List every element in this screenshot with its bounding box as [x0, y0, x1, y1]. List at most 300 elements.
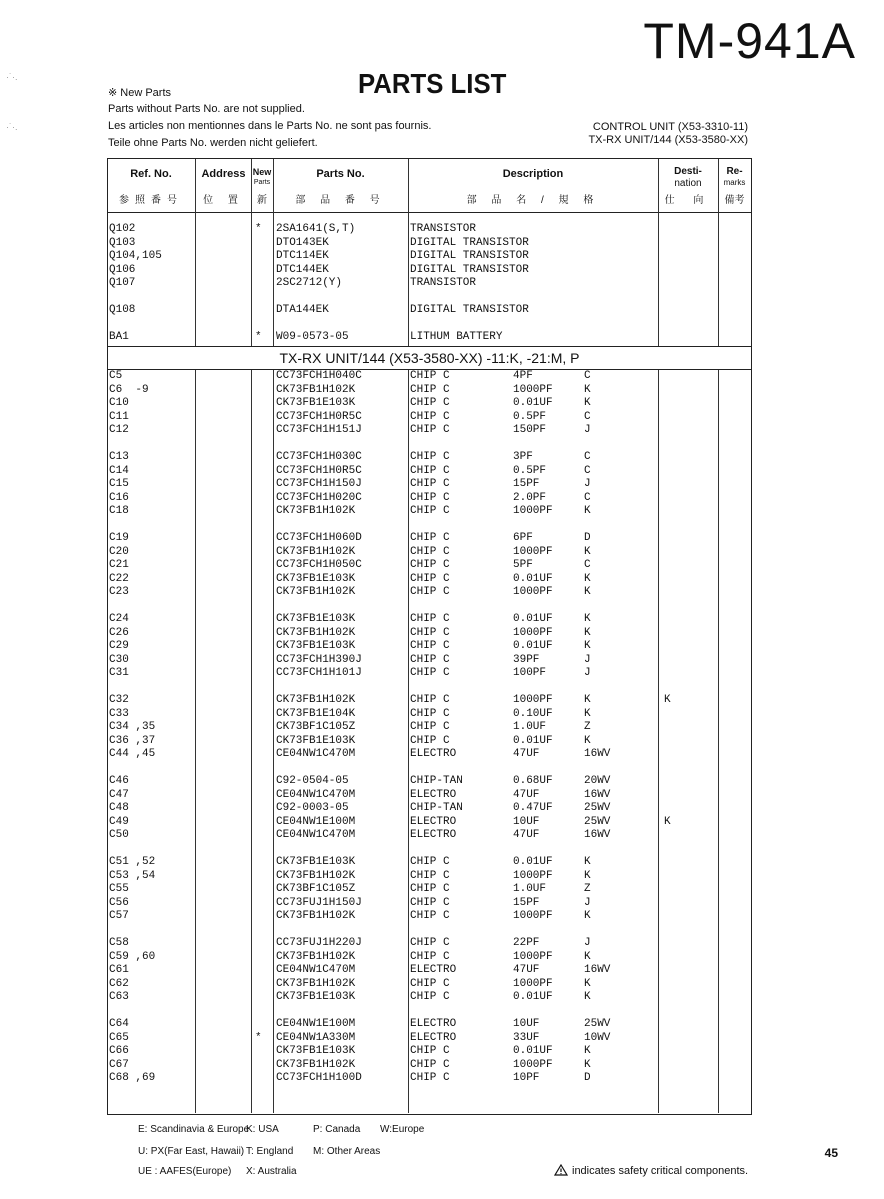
col-new: New — [252, 167, 272, 177]
cell-val: 39PF — [513, 653, 540, 666]
cell-tol: 25WV — [584, 802, 611, 814]
table-row — [108, 762, 751, 775]
cell-desc: LITHUM BATTERY — [410, 331, 503, 343]
cell-ref: C15 — [109, 478, 129, 490]
col-destination: Desti- — [674, 166, 702, 177]
table-row — [108, 519, 751, 532]
table-row — [108, 465, 751, 478]
cell-val: 0.10UF — [513, 707, 553, 720]
cell-pno: CK73BF1C105Z — [276, 883, 356, 895]
col-description: Description — [502, 168, 564, 180]
cell-pno: CK73FB1H102K — [276, 950, 356, 963]
cell-pno: CK73FB1E104K — [276, 707, 356, 720]
table-row — [108, 1072, 751, 1085]
cell-ref: C11 — [109, 410, 129, 423]
cell-pno: CK73FB1H102K — [276, 910, 356, 922]
cell-tol: Z — [584, 883, 591, 895]
cell-val: 10UF — [513, 1018, 540, 1030]
cell-desc: CHIP C — [410, 707, 450, 720]
cell-ref: Q104,105 — [109, 250, 162, 262]
cell-new: * — [255, 1031, 262, 1044]
cell-val: 0.5PF — [513, 410, 547, 423]
cell-pno: CE04NW1E100M — [276, 1018, 356, 1030]
col-parts-no-jp: 部 品 番 号 — [295, 195, 386, 206]
cell-val: 47UF — [513, 748, 540, 760]
table-row — [108, 600, 751, 613]
cell-val: 0.5PF — [513, 464, 547, 477]
table-row — [108, 721, 751, 734]
table-row — [108, 532, 751, 545]
cell-desc: ELECTRO — [410, 964, 457, 976]
cell-tol: C — [584, 370, 591, 382]
col-remarks-2: marks — [723, 178, 746, 187]
table-row — [108, 870, 751, 883]
cell-tol: 20WV — [584, 775, 611, 787]
cell-ref: C65 — [109, 1031, 129, 1044]
cell-desc: CHIP C — [410, 950, 450, 963]
margin-mark: ·˙·. — [6, 72, 18, 82]
cell-val: 10UF — [513, 815, 540, 828]
cell-tol: K — [584, 734, 591, 747]
cell-val: 0.01UF — [513, 640, 553, 652]
cell-pno: C92-0003-05 — [276, 802, 349, 814]
cell-tol: C — [584, 464, 591, 477]
cell-desc: CHIP C — [410, 734, 450, 747]
legend-p: P: Canada — [313, 1124, 361, 1135]
table-row — [108, 1032, 751, 1045]
cell-tol: K — [584, 545, 591, 558]
table-row — [108, 816, 751, 829]
cell-val: 1000PF — [513, 950, 553, 963]
cell-tol: 16WV — [584, 788, 611, 801]
table-row — [108, 384, 751, 397]
table-row — [108, 277, 751, 290]
cell-desc: CHIP C — [410, 1058, 450, 1071]
legend-x: X: Australia — [246, 1166, 297, 1177]
parts-table — [107, 158, 752, 1115]
cell-tol: K — [584, 869, 591, 882]
table-row — [108, 291, 751, 304]
cell-val: 1.0UF — [513, 721, 547, 733]
cell-desc: DIGITAL TRANSISTOR — [410, 250, 529, 262]
cell-val: 1000PF — [513, 1058, 553, 1071]
cell-ref: C56 — [109, 896, 129, 909]
cell-desc: CHIP C — [410, 667, 450, 679]
cell-pno: CK73FB1H102K — [276, 626, 356, 639]
cell-tol: C — [584, 451, 591, 463]
cell-ref: C67 — [109, 1058, 129, 1071]
section-band — [108, 346, 751, 370]
cell-ref: C13 — [109, 451, 129, 463]
cell-tol: 25WV — [584, 815, 611, 828]
cell-pno: CK73FB1E103K — [276, 640, 356, 652]
cell-tol: K — [584, 1045, 591, 1057]
cell-tol: K — [584, 694, 591, 706]
cell-desc: CHIP C — [410, 478, 450, 490]
cell-ref: C51 ,52 — [109, 856, 156, 868]
cell-val: 3PF — [513, 451, 533, 463]
table-row — [108, 1045, 751, 1058]
table-row — [108, 735, 751, 748]
table-row — [108, 897, 751, 910]
unit-control: CONTROL UNIT (X53-3310-11) — [592, 121, 748, 133]
cell-pno: CC73FCH1H150J — [276, 478, 362, 490]
cell-val: 0.01UF — [513, 734, 553, 747]
cell-ref: C48 — [109, 802, 129, 814]
cell-pno: CK73FB1E103K — [276, 856, 356, 868]
cell-desc: CHIP C — [410, 424, 450, 436]
cell-ref: C47 — [109, 788, 129, 801]
margin-mark: ·˙·. — [6, 122, 18, 132]
cell-val: 0.01UF — [513, 991, 553, 1003]
cell-desc: CHIP C — [410, 370, 450, 382]
cell-pno: CC73FUJ1H220J — [276, 937, 362, 949]
table-row — [108, 640, 751, 653]
table-row — [108, 438, 751, 451]
col-remarks-jp: 備考 — [724, 195, 745, 206]
cell-ref: C18 — [109, 505, 129, 517]
cell-tol: K — [584, 910, 591, 922]
cell-dest: K — [664, 694, 671, 706]
cell-ref: C19 — [109, 532, 129, 544]
cell-pno: 2SC2712(Y) — [276, 277, 343, 289]
table-row — [108, 654, 751, 667]
cell-tol: 25WV — [584, 1018, 611, 1030]
cell-ref: C57 — [109, 910, 129, 922]
cell-ref: C58 — [109, 937, 129, 949]
cell-val: 1000PF — [513, 505, 553, 517]
table-row — [108, 829, 751, 842]
cell-ref: C5 — [109, 370, 123, 382]
table-row — [108, 505, 751, 518]
cell-ref: C23 — [109, 586, 129, 598]
cell-pno: C92-0504-05 — [276, 775, 349, 787]
cell-pno: 2SA1641(S,T) — [276, 223, 356, 235]
cell-tol: J — [584, 667, 591, 679]
cell-desc: CHIP C — [410, 586, 450, 598]
cell-desc: DIGITAL TRANSISTOR — [410, 304, 529, 316]
cell-tol: K — [584, 383, 591, 396]
table-row — [108, 304, 751, 317]
table-row — [108, 802, 751, 815]
cell-ref: Q106 — [109, 263, 136, 276]
cell-pno: CC73FCH1H151J — [276, 424, 362, 436]
cell-pno: CK73FB1H102K — [276, 869, 356, 882]
col-new-jp: 新 — [257, 195, 267, 206]
cell-val: 0.01UF — [513, 572, 553, 585]
legend-e: E: Scandinavia & Europe — [138, 1124, 250, 1135]
table-row — [108, 451, 751, 464]
legend-u: U: PX(Far East, Hawaii) — [138, 1146, 245, 1157]
cell-tol: K — [584, 586, 591, 598]
cell-ref: Q108 — [109, 304, 136, 316]
cell-val: 22PF — [513, 937, 540, 949]
cell-val: 5PF — [513, 559, 533, 571]
cell-pno: CC73FCH1H0R5C — [276, 464, 362, 477]
cell-desc: CHIP-TAN — [410, 802, 463, 814]
cell-ref: C22 — [109, 572, 129, 585]
cell-ref: C20 — [109, 545, 129, 558]
cell-pno: CK73FB1E103K — [276, 572, 356, 585]
col-address-jp: 位 置 — [203, 195, 244, 206]
cell-pno: CE04NW1A330M — [276, 1031, 356, 1044]
table-row — [108, 627, 751, 640]
cell-ref: C61 — [109, 964, 129, 976]
cell-val: 15PF — [513, 478, 540, 490]
cell-desc: ELECTRO — [410, 1031, 457, 1044]
safety-note — [554, 1164, 748, 1177]
safety-note-text: indicates safety critical components. — [572, 1165, 749, 1177]
cell-tol: 10WV — [584, 1031, 611, 1044]
cell-ref: C14 — [109, 464, 129, 477]
cell-val: 15PF — [513, 896, 540, 909]
table-row — [108, 681, 751, 694]
cell-tol: 16WV — [584, 964, 611, 976]
cell-pno: CE04NW1E100M — [276, 815, 356, 828]
cell-ref: C6 -9 — [109, 383, 149, 396]
table-row — [108, 1059, 751, 1072]
intro-new-parts: ※ New Parts — [108, 87, 172, 99]
cell-val: 1000PF — [513, 869, 553, 882]
cell-tol: D — [584, 532, 591, 544]
cell-ref: C12 — [109, 424, 129, 436]
cell-pno: CE04NW1C470M — [276, 748, 356, 760]
cell-val: 0.68UF — [513, 775, 553, 787]
cell-new: * — [255, 331, 262, 343]
cell-desc: ELECTRO — [410, 788, 457, 801]
col-destination-2: nation — [674, 178, 702, 189]
col-parts-no: Parts No. — [316, 168, 365, 180]
cell-pno: CK73BF1C105Z — [276, 721, 356, 733]
cell-ref: C68 ,69 — [109, 1072, 156, 1084]
cell-tol: K — [584, 707, 591, 720]
cell-val: 0.01UF — [513, 613, 553, 625]
table-row — [108, 924, 751, 937]
cell-pno: CK73FB1H102K — [276, 505, 356, 517]
cell-ref: C10 — [109, 397, 129, 409]
cell-pno: CC73FCH1H020C — [276, 491, 362, 504]
table-row — [108, 370, 751, 383]
cell-desc: ELECTRO — [410, 1018, 457, 1030]
cell-val: 1000PF — [513, 694, 553, 706]
cell-tol: K — [584, 505, 591, 517]
table-row — [108, 613, 751, 626]
cell-desc: TRANSISTOR — [410, 223, 477, 235]
cell-ref: C33 — [109, 707, 129, 720]
cell-tol: K — [584, 613, 591, 625]
cell-pno: DTO143EK — [276, 236, 329, 249]
cell-ref: Q107 — [109, 277, 136, 289]
table-row — [108, 1018, 751, 1031]
warning-triangle-icon — [554, 1164, 568, 1176]
cell-val: 2.0PF — [513, 491, 547, 504]
legend-ue: UE : AAFES(Europe) — [138, 1166, 232, 1177]
cell-pno: CK73FB1H102K — [276, 545, 356, 558]
cell-desc: CHIP C — [410, 991, 450, 1003]
cell-pno: DTC114EK — [276, 250, 329, 262]
cell-desc: DIGITAL TRANSISTOR — [410, 263, 529, 276]
cell-pno: CK73FB1H102K — [276, 694, 356, 706]
cell-pno: CK73FB1H102K — [276, 383, 356, 396]
table-row — [108, 789, 751, 802]
cell-ref: C66 — [109, 1045, 129, 1057]
cell-val: 10PF — [513, 1072, 540, 1084]
cell-tol: C — [584, 491, 591, 504]
table-row — [108, 411, 751, 424]
legend-w: W:Europe — [380, 1124, 425, 1135]
table-row — [108, 978, 751, 991]
cell-desc: CHIP-TAN — [410, 775, 463, 787]
cell-tol: Z — [584, 721, 591, 733]
cell-desc: ELECTRO — [410, 815, 457, 828]
cell-val: 6PF — [513, 532, 533, 544]
cell-desc: DIGITAL TRANSISTOR — [410, 236, 529, 249]
cell-tol: C — [584, 410, 591, 423]
cell-pno: CC73FUJ1H150J — [276, 896, 362, 909]
cell-ref: C36 ,37 — [109, 734, 156, 747]
page-title: PARTS LIST — [358, 68, 507, 99]
intro-line-fr: Les articles non mentionnes dans le Parts No. ne sont pas fournis. — [108, 120, 432, 132]
cell-desc: ELECTRO — [410, 829, 457, 841]
cell-desc: CHIP C — [410, 451, 450, 463]
cell-tol: C — [584, 559, 591, 571]
cell-ref: Q103 — [109, 236, 136, 249]
cell-ref: BA1 — [109, 331, 129, 343]
cell-desc: CHIP C — [410, 613, 450, 625]
cell-val: 47UF — [513, 788, 540, 801]
cell-ref: C64 — [109, 1018, 129, 1030]
cell-ref: C16 — [109, 491, 129, 504]
cell-pno: CK73FB1H102K — [276, 586, 356, 598]
cell-desc: CHIP C — [410, 397, 450, 409]
cell-tol: K — [584, 397, 591, 409]
cell-desc: CHIP C — [410, 977, 450, 990]
cell-desc: ELECTRO — [410, 748, 457, 760]
cell-ref: C62 — [109, 977, 129, 990]
table-row — [108, 546, 751, 559]
cell-tol: J — [584, 424, 591, 436]
cell-ref: C26 — [109, 626, 129, 639]
cell-desc: CHIP C — [410, 856, 450, 868]
cell-val: 47UF — [513, 829, 540, 841]
cell-new: * — [255, 223, 262, 235]
cell-desc: CHIP C — [410, 559, 450, 571]
legend-k: K: USA — [246, 1124, 279, 1135]
table-row — [108, 951, 751, 964]
table-row — [108, 478, 751, 491]
table-row — [108, 318, 751, 331]
cell-val: 1000PF — [513, 586, 553, 598]
cell-desc: CHIP C — [410, 883, 450, 895]
table-row — [108, 264, 751, 277]
cell-pno: CE04NW1C470M — [276, 788, 356, 801]
cell-desc: CHIP C — [410, 572, 450, 585]
cell-desc: CHIP C — [410, 640, 450, 652]
cell-desc: CHIP C — [410, 1072, 450, 1084]
legend-t: T: England — [246, 1146, 294, 1157]
table-row — [108, 667, 751, 680]
table-row — [108, 991, 751, 1004]
cell-ref: C24 — [109, 613, 129, 625]
table-row — [108, 397, 751, 410]
model-title: TM-941A — [643, 13, 856, 69]
cell-tol: K — [584, 950, 591, 963]
cell-ref: C50 — [109, 829, 129, 841]
cell-tol: 16WV — [584, 829, 611, 841]
cell-ref: C29 — [109, 640, 129, 652]
cell-val: 0.01UF — [513, 1045, 553, 1057]
cell-pno: CE04NW1C470M — [276, 964, 356, 976]
table-row — [108, 492, 751, 505]
cell-desc: CHIP C — [410, 937, 450, 949]
cell-tol: D — [584, 1072, 591, 1084]
cell-tol: K — [584, 977, 591, 990]
cell-desc: CHIP C — [410, 383, 450, 396]
table-row — [108, 937, 751, 950]
cell-ref: C32 — [109, 694, 129, 706]
col-ref-no: Ref. No. — [130, 168, 172, 180]
table-row — [108, 883, 751, 896]
table-row — [108, 586, 751, 599]
unit-txrx: TX-RX UNIT/144 (X53-3580-XX) — [588, 134, 748, 146]
col-destination-jp: 仕 向 — [664, 195, 712, 206]
table-row — [108, 237, 751, 250]
intro-line-en: Parts without Parts No. are not supplied. — [108, 103, 305, 115]
cell-pno: CK73FB1E103K — [276, 734, 356, 747]
cell-ref: C21 — [109, 559, 129, 571]
cell-pno: CC73FCH1H0R5C — [276, 410, 362, 423]
table-row — [108, 694, 751, 707]
table-row — [108, 250, 751, 263]
cell-desc: CHIP C — [410, 896, 450, 909]
cell-tol: K — [584, 626, 591, 639]
section-title: TX-RX UNIT/144 (X53-3580-XX) -11:K, -21:M, P — [279, 350, 580, 366]
cell-val: 100PF — [513, 667, 547, 679]
cell-pno: CC73FCH1H100D — [276, 1072, 362, 1084]
page-number: 45 — [824, 1146, 838, 1160]
cell-pno: W09-0573-05 — [276, 331, 349, 343]
cell-desc: CHIP C — [410, 505, 450, 517]
cell-desc: CHIP C — [410, 545, 450, 558]
cell-desc: CHIP C — [410, 626, 450, 639]
cell-ref: C63 — [109, 991, 129, 1003]
cell-val: 0.01UF — [513, 856, 553, 868]
cell-tol: K — [584, 1058, 591, 1071]
cell-pno: CC73FCH1H040C — [276, 370, 362, 382]
cell-pno: CC73FCH1H390J — [276, 653, 362, 666]
cell-ref: C30 — [109, 653, 129, 666]
cell-val: 1000PF — [513, 977, 553, 990]
cell-val: 47UF — [513, 964, 540, 976]
cell-desc: CHIP C — [410, 491, 450, 504]
table-row — [108, 910, 751, 923]
cell-ref: C46 — [109, 775, 129, 787]
cell-desc: CHIP C — [410, 721, 450, 733]
intro-line-de: Teile ohne Parts No. werden nicht geliefert. — [108, 137, 318, 149]
cell-tol: 16WV — [584, 748, 611, 760]
cell-pno: CK73FB1E103K — [276, 991, 356, 1003]
cell-val: 150PF — [513, 424, 547, 436]
cell-tol: K — [584, 856, 591, 868]
cell-pno: CE04NW1C470M — [276, 829, 356, 841]
cell-val: 0.47UF — [513, 802, 553, 814]
table-row — [108, 708, 751, 721]
table-row — [108, 573, 751, 586]
cell-tol: J — [584, 896, 591, 909]
cell-val: 1000PF — [513, 545, 553, 558]
cell-val: 1000PF — [513, 383, 553, 396]
col-new-sub: Parts — [253, 179, 271, 186]
